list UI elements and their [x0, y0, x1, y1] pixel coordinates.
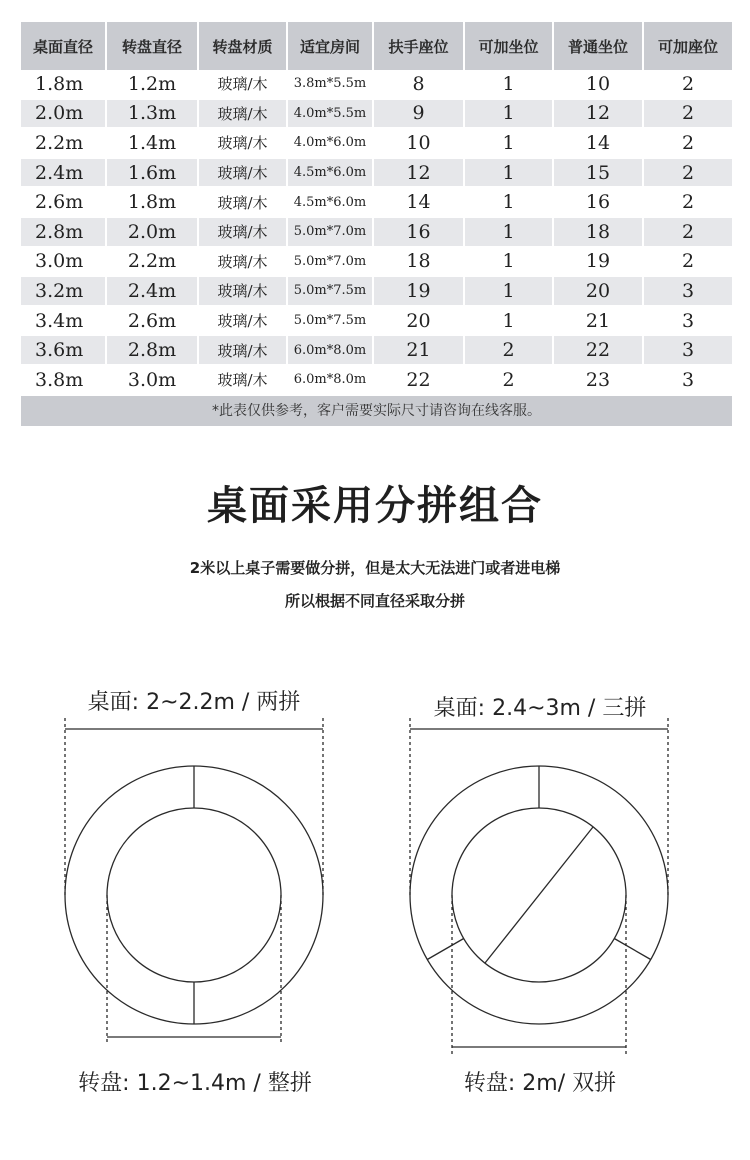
armchair-seats-cell: 22 — [374, 366, 465, 396]
room-size-cell: 6.0m*8.0m — [288, 366, 374, 396]
extra-regular-seats-cell: 2 — [644, 218, 732, 248]
extra-armchair-seats-cell: 1 — [465, 70, 554, 100]
turntable-diameter-cell: 2.4m — [107, 277, 199, 307]
table-diameter-cell: 2.0m — [21, 100, 107, 130]
turntable-material-cell: 玻璃/木 — [199, 70, 288, 100]
regular-seats-cell: 18 — [554, 218, 644, 248]
header-cell: 可加座位 — [644, 22, 732, 70]
armchair-seats-cell: 21 — [374, 336, 465, 366]
regular-seats-cell: 14 — [554, 129, 644, 159]
right-top-label: 桌面: 2.4~3m / 三拼 — [433, 696, 647, 721]
extra-armchair-seats-cell: 1 — [465, 188, 554, 218]
turntable-diameter-cell: 1.2m — [107, 70, 199, 100]
armchair-seats-cell: 18 — [374, 248, 465, 278]
extra-armchair-seats-cell: 1 — [465, 100, 554, 130]
turntable-material-cell: 玻璃/木 — [199, 218, 288, 248]
table-diameter-cell: 2.4m — [21, 159, 107, 189]
table-diameter-cell: 2.8m — [21, 218, 107, 248]
armchair-seats-cell: 8 — [374, 70, 465, 100]
turntable-diameter-cell: 1.8m — [107, 188, 199, 218]
header-cell: 可加坐位 — [465, 22, 554, 70]
turntable-diameter-cell: 2.2m — [107, 248, 199, 278]
regular-seats-cell: 16 — [554, 188, 644, 218]
table-diameter-cell: 3.0m — [21, 248, 107, 278]
regular-seats-cell: 10 — [554, 70, 644, 100]
left-top-label: 桌面: 2~2.2m / 两拼 — [87, 690, 301, 715]
header-cell: 转盘直径 — [107, 22, 199, 70]
table-diameter-cell: 3.6m — [21, 336, 107, 366]
extra-regular-seats-cell: 2 — [644, 129, 732, 159]
armchair-seats-cell: 16 — [374, 218, 465, 248]
right-diagram — [410, 718, 668, 1055]
table-diameter-cell: 3.8m — [21, 366, 107, 396]
regular-seats-cell: 20 — [554, 277, 644, 307]
extra-armchair-seats-cell: 1 — [465, 277, 554, 307]
armchair-seats-cell: 19 — [374, 277, 465, 307]
turntable-material-cell: 玻璃/木 — [199, 248, 288, 278]
table-diameter-cell: 3.4m — [21, 307, 107, 337]
extra-armchair-seats-cell: 1 — [465, 248, 554, 278]
table-diameter-cell: 2.2m — [21, 129, 107, 159]
turntable-material-cell: 玻璃/木 — [199, 129, 288, 159]
turntable-diameter-cell: 1.3m — [107, 100, 199, 130]
extra-regular-seats-cell: 3 — [644, 366, 732, 396]
extra-regular-seats-cell: 3 — [644, 277, 732, 307]
armchair-seats-cell: 12 — [374, 159, 465, 189]
right-split-line — [427, 939, 463, 960]
room-size-cell: 4.5m*6.0m — [288, 159, 374, 189]
room-size-cell: 4.0m*6.0m — [288, 129, 374, 159]
room-size-cell: 5.0m*7.0m — [288, 248, 374, 278]
header-cell: 普通坐位 — [554, 22, 644, 70]
right-bottom-label: 转盘: 2m/ 双拼 — [463, 1071, 617, 1096]
regular-seats-cell: 19 — [554, 248, 644, 278]
turntable-diameter-cell: 1.4m — [107, 129, 199, 159]
extra-regular-seats-cell: 3 — [644, 336, 732, 366]
regular-seats-cell: 22 — [554, 336, 644, 366]
extra-armchair-seats-cell: 1 — [465, 307, 554, 337]
left-bottom-label: 转盘: 1.2~1.4m / 整拼 — [78, 1071, 312, 1096]
extra-regular-seats-cell: 2 — [644, 100, 732, 130]
extra-regular-seats-cell: 2 — [644, 159, 732, 189]
room-size-cell: 5.0m*7.5m — [288, 277, 374, 307]
extra-regular-seats-cell: 2 — [644, 188, 732, 218]
room-size-cell: 5.0m*7.0m — [288, 218, 374, 248]
extra-regular-seats-cell: 2 — [644, 248, 732, 278]
armchair-seats-cell: 10 — [374, 129, 465, 159]
section-subtitle-line2: 所以根据不同直径采取分拼 — [284, 592, 465, 610]
section-title: 桌面采用分拼组合 — [207, 483, 543, 529]
room-size-cell: 6.0m*8.0m — [288, 336, 374, 366]
room-size-cell: 4.0m*5.5m — [288, 100, 374, 130]
extra-armchair-seats-cell: 2 — [465, 336, 554, 366]
armchair-seats-cell: 14 — [374, 188, 465, 218]
header-cell: 适宜房间 — [288, 22, 374, 70]
turntable-diameter-cell: 2.6m — [107, 307, 199, 337]
turntable-material-cell: 玻璃/木 — [199, 188, 288, 218]
extra-armchair-seats-cell: 1 — [465, 159, 554, 189]
regular-seats-cell: 12 — [554, 100, 644, 130]
turntable-diameter-cell: 2.8m — [107, 336, 199, 366]
right-split-line — [614, 939, 650, 960]
section-subtitle-line1: 2米以上桌子需要做分拼，但是太大无法进门或者进电梯 — [189, 559, 561, 577]
table-note: *此表仅供参考，客户需要实际尺寸请咨询在线客服。 — [21, 396, 732, 426]
turntable-material-cell: 玻璃/木 — [199, 100, 288, 130]
armchair-seats-cell: 20 — [374, 307, 465, 337]
left-diagram — [65, 718, 323, 1045]
regular-seats-cell: 15 — [554, 159, 644, 189]
room-size-cell: 3.8m*5.5m — [288, 70, 374, 100]
turntable-material-cell: 玻璃/木 — [199, 159, 288, 189]
right-turntable-split-line — [485, 827, 593, 963]
table-diameter-cell: 2.6m — [21, 188, 107, 218]
extra-armchair-seats-cell: 1 — [465, 218, 554, 248]
turntable-material-cell: 玻璃/木 — [199, 336, 288, 366]
header-cell: 桌面直径 — [21, 22, 107, 70]
turntable-diameter-cell: 1.6m — [107, 159, 199, 189]
turntable-diameter-cell: 3.0m — [107, 366, 199, 396]
table-diameter-cell: 1.8m — [21, 70, 107, 100]
room-size-cell: 4.5m*6.0m — [288, 188, 374, 218]
armchair-seats-cell: 9 — [374, 100, 465, 130]
header-cell: 扶手座位 — [374, 22, 465, 70]
extra-armchair-seats-cell: 1 — [465, 129, 554, 159]
regular-seats-cell: 21 — [554, 307, 644, 337]
header-cell: 转盘材质 — [199, 22, 288, 70]
room-size-cell: 5.0m*7.5m — [288, 307, 374, 337]
regular-seats-cell: 23 — [554, 366, 644, 396]
left-turntable-circle — [107, 808, 281, 982]
extra-armchair-seats-cell: 2 — [465, 366, 554, 396]
extra-regular-seats-cell: 2 — [644, 70, 732, 100]
turntable-material-cell: 玻璃/木 — [199, 366, 288, 396]
turntable-material-cell: 玻璃/木 — [199, 277, 288, 307]
turntable-material-cell: 玻璃/木 — [199, 307, 288, 337]
extra-regular-seats-cell: 3 — [644, 307, 732, 337]
table-diameter-cell: 3.2m — [21, 277, 107, 307]
turntable-diameter-cell: 2.0m — [107, 218, 199, 248]
